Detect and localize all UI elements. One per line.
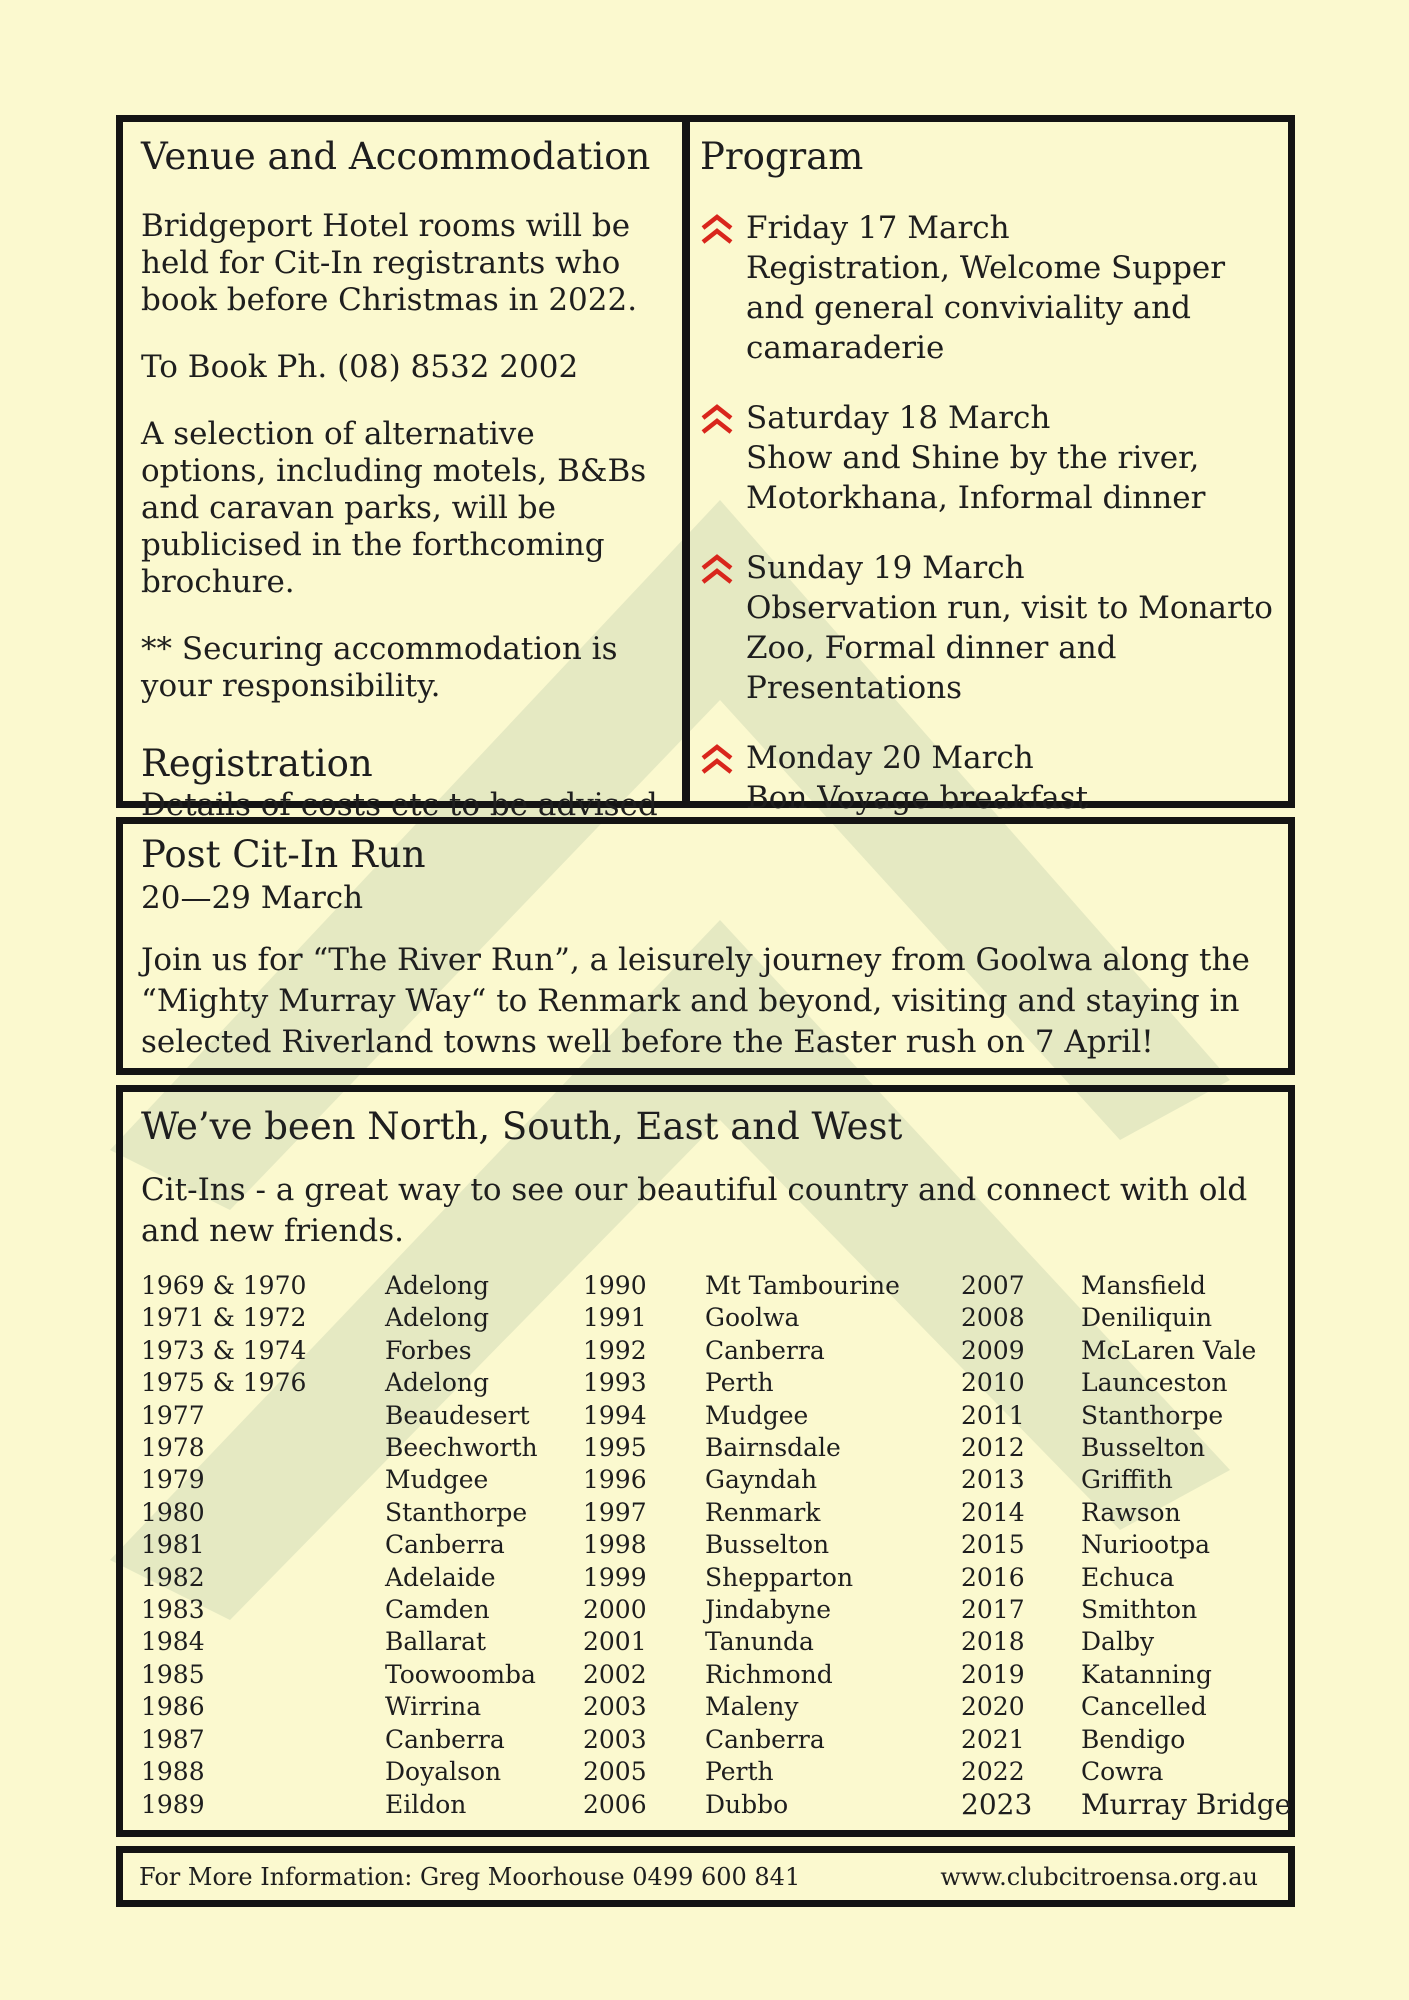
cit-in-year: 2006 (583, 1789, 647, 1819)
cit-in-year: 1988 (141, 1757, 205, 1787)
cit-in-location: Doyalson (385, 1757, 502, 1787)
cit-in-year: 2021 (961, 1724, 1025, 1754)
cit-in-year: 2015 (961, 1530, 1025, 1560)
cit-in-location: Mudgee (705, 1400, 809, 1430)
venue-alternatives-text: A selection of alternative options, including motels, B&Bs and caravan parks, will be publicised in the forthcoming brochure. (141, 416, 647, 600)
cit-in-location: Smithton (1081, 1595, 1198, 1625)
cit-in-year: 1992 (583, 1335, 647, 1365)
venue-accommodation-box (116, 115, 689, 823)
program-item (700, 738, 1274, 818)
cit-in-year: 1993 (583, 1368, 647, 1398)
cit-in-year: 1984 (141, 1627, 205, 1657)
post-run-description: Join us for “The River Run”, a leisurely journey from Goolwa along the “Mighty Murray Way“ to Renmark and beyond, visiting and staying in selected Riverland towns well before the Easter rush on 7 April! (141, 942, 1250, 1060)
program-day: Friday 17 March (746, 210, 1010, 246)
cit-in-year: 2002 (583, 1659, 647, 1689)
cit-in-year: 2018 (961, 1627, 1025, 1657)
col2-years (583, 1270, 647, 1821)
cit-in-location: Beaudesert (385, 1400, 530, 1430)
cit-in-year: 1981 (141, 1530, 205, 1560)
cit-in-location: Shepparton (705, 1562, 854, 1592)
cit-in-location: Richmond (705, 1659, 833, 1689)
venue-responsibility-note: ** Securing accommodation is your responsibility. (141, 631, 618, 704)
cit-in-year: 1997 (583, 1497, 647, 1527)
program-item (700, 398, 1274, 518)
cit-in-location: Busselton (1081, 1433, 1206, 1463)
cit-in-location: Mansfield (1081, 1271, 1206, 1300)
cit-in-year: 2003 (583, 1692, 647, 1722)
cit-in-location: Deniliquin (1081, 1303, 1213, 1333)
cit-in-year: 1995 (583, 1433, 647, 1463)
cit-in-year: 1978 (141, 1433, 205, 1463)
program-title: Program (700, 135, 864, 178)
cit-in-year: 2011 (961, 1400, 1025, 1430)
cit-in-location: Canberra (385, 1530, 505, 1560)
cit-in-location: Dalby (1081, 1627, 1155, 1657)
program-item-text (746, 738, 1088, 818)
cit-in-year: 1969 & 1970 (141, 1271, 307, 1300)
program-day: Sunday 19 March (746, 550, 1025, 586)
cit-in-year: 1996 (583, 1465, 647, 1495)
program-day: Monday 20 March (746, 740, 1034, 776)
cit-in-year: 1991 (583, 1303, 647, 1333)
cit-in-location: Echuca (1081, 1562, 1175, 1592)
cit-in-location: Perth (705, 1368, 774, 1398)
cit-in-location: Adelong (385, 1303, 490, 1333)
program-list (700, 208, 1274, 818)
cit-in-location: Goolwa (705, 1303, 800, 1333)
cit-in-location: Beechworth (385, 1433, 538, 1463)
cit-in-location: Perth (705, 1757, 774, 1787)
venue-hotel-text: Bridgeport Hotel rooms will be held for Cit-In registrants who book before Christmas in 2022. (141, 208, 638, 318)
cit-in-year: 1983 (141, 1595, 205, 1625)
cit-in-location: Adelong (385, 1271, 490, 1300)
cit-in-year: 2023 (961, 1787, 1033, 1821)
cit-in-year: 2008 (961, 1303, 1025, 1333)
cit-in-year: 2019 (961, 1659, 1025, 1689)
cit-in-location: Adelong (385, 1368, 490, 1398)
cit-in-location: Katanning (1081, 1659, 1212, 1689)
program-item-text (746, 398, 1274, 518)
program-item (700, 548, 1274, 708)
cit-in-location: Toowoomba (385, 1659, 536, 1689)
cit-in-year: 1977 (141, 1400, 205, 1430)
history-intro: Cit-Ins - a great way to see our beautiful country and connect with old and new friends. (141, 1172, 1248, 1249)
program-day: Saturday 18 March (746, 400, 1051, 436)
cit-in-location: Stanthorpe (1081, 1400, 1224, 1430)
history-box (116, 1085, 1295, 1837)
cit-in-year: 2001 (583, 1627, 647, 1657)
venue-title: Venue and Accommodation (141, 135, 651, 178)
program-description: Show and Shine by the river, Motorkhana, Informal dinner (746, 440, 1206, 516)
cit-in-location: Bairnsdale (705, 1433, 841, 1463)
cit-in-location: Gayndah (705, 1465, 818, 1495)
post-run-box (116, 817, 1295, 1075)
cit-in-year: 1980 (141, 1497, 205, 1527)
cit-in-location: Launceston (1081, 1368, 1228, 1398)
cit-in-year: 1989 (141, 1789, 205, 1819)
cit-in-year: 2013 (961, 1465, 1025, 1495)
cit-in-year: 2007 (961, 1271, 1025, 1300)
cit-in-year: 2016 (961, 1562, 1025, 1592)
cit-in-year: 2009 (961, 1335, 1025, 1365)
cit-in-location: Canberra (385, 1724, 505, 1754)
program-item-text (746, 208, 1274, 368)
program-description: Observation run, visit to Monarto Zoo, Formal dinner and Presentations (746, 590, 1273, 706)
cit-in-year: 2022 (961, 1757, 1025, 1787)
cit-in-location: Griffith (1081, 1465, 1173, 1495)
col3-places (1081, 1270, 1291, 1821)
cit-in-location: Jindabyne (705, 1595, 832, 1625)
cit-in-location: Murray Bridge (1081, 1787, 1292, 1821)
cit-in-year: 1987 (141, 1724, 205, 1754)
cit-in-year: 2012 (961, 1433, 1025, 1463)
cit-in-year: 1971 & 1972 (141, 1303, 307, 1333)
col1-places (385, 1270, 538, 1821)
cit-in-location: Busselton (705, 1530, 830, 1560)
cit-in-location: Ballarat (385, 1627, 487, 1657)
cit-in-location: Rawson (1081, 1497, 1181, 1527)
cit-in-location: Renmark (705, 1497, 821, 1527)
footer-box (116, 1846, 1295, 1907)
program-box (683, 115, 1295, 816)
cit-in-year: 1986 (141, 1692, 205, 1722)
cit-in-location: Nuriootpa (1081, 1530, 1210, 1560)
double-chevron-icon (700, 208, 746, 368)
cit-in-year: 2014 (961, 1497, 1025, 1527)
cit-in-location: Mudgee (385, 1465, 489, 1495)
cit-in-location: Adelaide (385, 1562, 496, 1592)
cit-in-location: Mt Tambourine (705, 1271, 900, 1300)
cit-in-location: Canberra (705, 1335, 825, 1365)
history-title: We’ve been North, South, East and West (141, 1105, 903, 1148)
double-chevron-icon (700, 548, 746, 708)
cit-in-year: 2005 (583, 1757, 647, 1787)
program-item-text (746, 548, 1274, 708)
program-item (700, 208, 1274, 368)
cit-in-location: Stanthorpe (385, 1497, 528, 1527)
cit-in-location: Wirrina (385, 1692, 482, 1722)
footer-contact: For More Information: Greg Moorhouse 0499 600 841 (139, 1862, 801, 1891)
post-run-dates: 20—29 March (141, 880, 364, 916)
cit-in-location: Forbes (385, 1335, 472, 1365)
cit-in-year: 1973 & 1974 (141, 1335, 307, 1365)
cit-in-year: 1998 (583, 1530, 647, 1560)
cit-in-location: Camden (385, 1595, 490, 1625)
registration-title: Registration (141, 742, 373, 785)
cit-in-year: 1982 (141, 1562, 205, 1592)
col2-places (705, 1270, 900, 1821)
col3-years (961, 1270, 1032, 1821)
cit-in-year: 1994 (583, 1400, 647, 1430)
cit-in-year: 2003 (583, 1724, 647, 1754)
cit-in-location: Cancelled (1081, 1692, 1207, 1722)
cit-in-year: 2000 (583, 1595, 647, 1625)
cit-in-year: 1979 (141, 1465, 205, 1495)
history-years-table (141, 1270, 1292, 1821)
cit-in-year: 1975 & 1976 (141, 1368, 307, 1398)
double-chevron-icon (700, 738, 746, 818)
post-run-title: Post Cit-In Run (141, 833, 426, 876)
cit-in-year: 2017 (961, 1595, 1025, 1625)
cit-in-location: Canberra (705, 1724, 825, 1754)
cit-in-location: Cowra (1081, 1757, 1164, 1787)
cit-in-year: 1990 (583, 1271, 647, 1300)
cit-in-location: Bendigo (1081, 1724, 1186, 1754)
double-chevron-icon (700, 398, 746, 518)
cit-in-location: Tanunda (705, 1627, 814, 1657)
cit-in-location: Dubbo (705, 1789, 789, 1819)
footer-website-link[interactable]: www.clubcitroensa.org.au (940, 1862, 1258, 1891)
cit-in-location: Maleny (705, 1692, 799, 1722)
venue-booking-phone: To Book Ph. (08) 8532 2002 (141, 349, 579, 385)
program-description: Bon Voyage breakfast (746, 780, 1089, 816)
col1-years (141, 1270, 306, 1821)
cit-in-year: 1985 (141, 1659, 205, 1689)
registration-text: Details of costs etc to be advised (141, 787, 658, 823)
program-description: Registration, Welcome Supper and general conviviality and camaraderie (746, 250, 1226, 366)
cit-in-year: 2010 (961, 1368, 1025, 1398)
cit-in-year: 2020 (961, 1692, 1025, 1722)
cit-in-year: 1999 (583, 1562, 647, 1592)
cit-in-location: Eildon (385, 1789, 467, 1819)
cit-in-location: McLaren Vale (1081, 1335, 1257, 1365)
